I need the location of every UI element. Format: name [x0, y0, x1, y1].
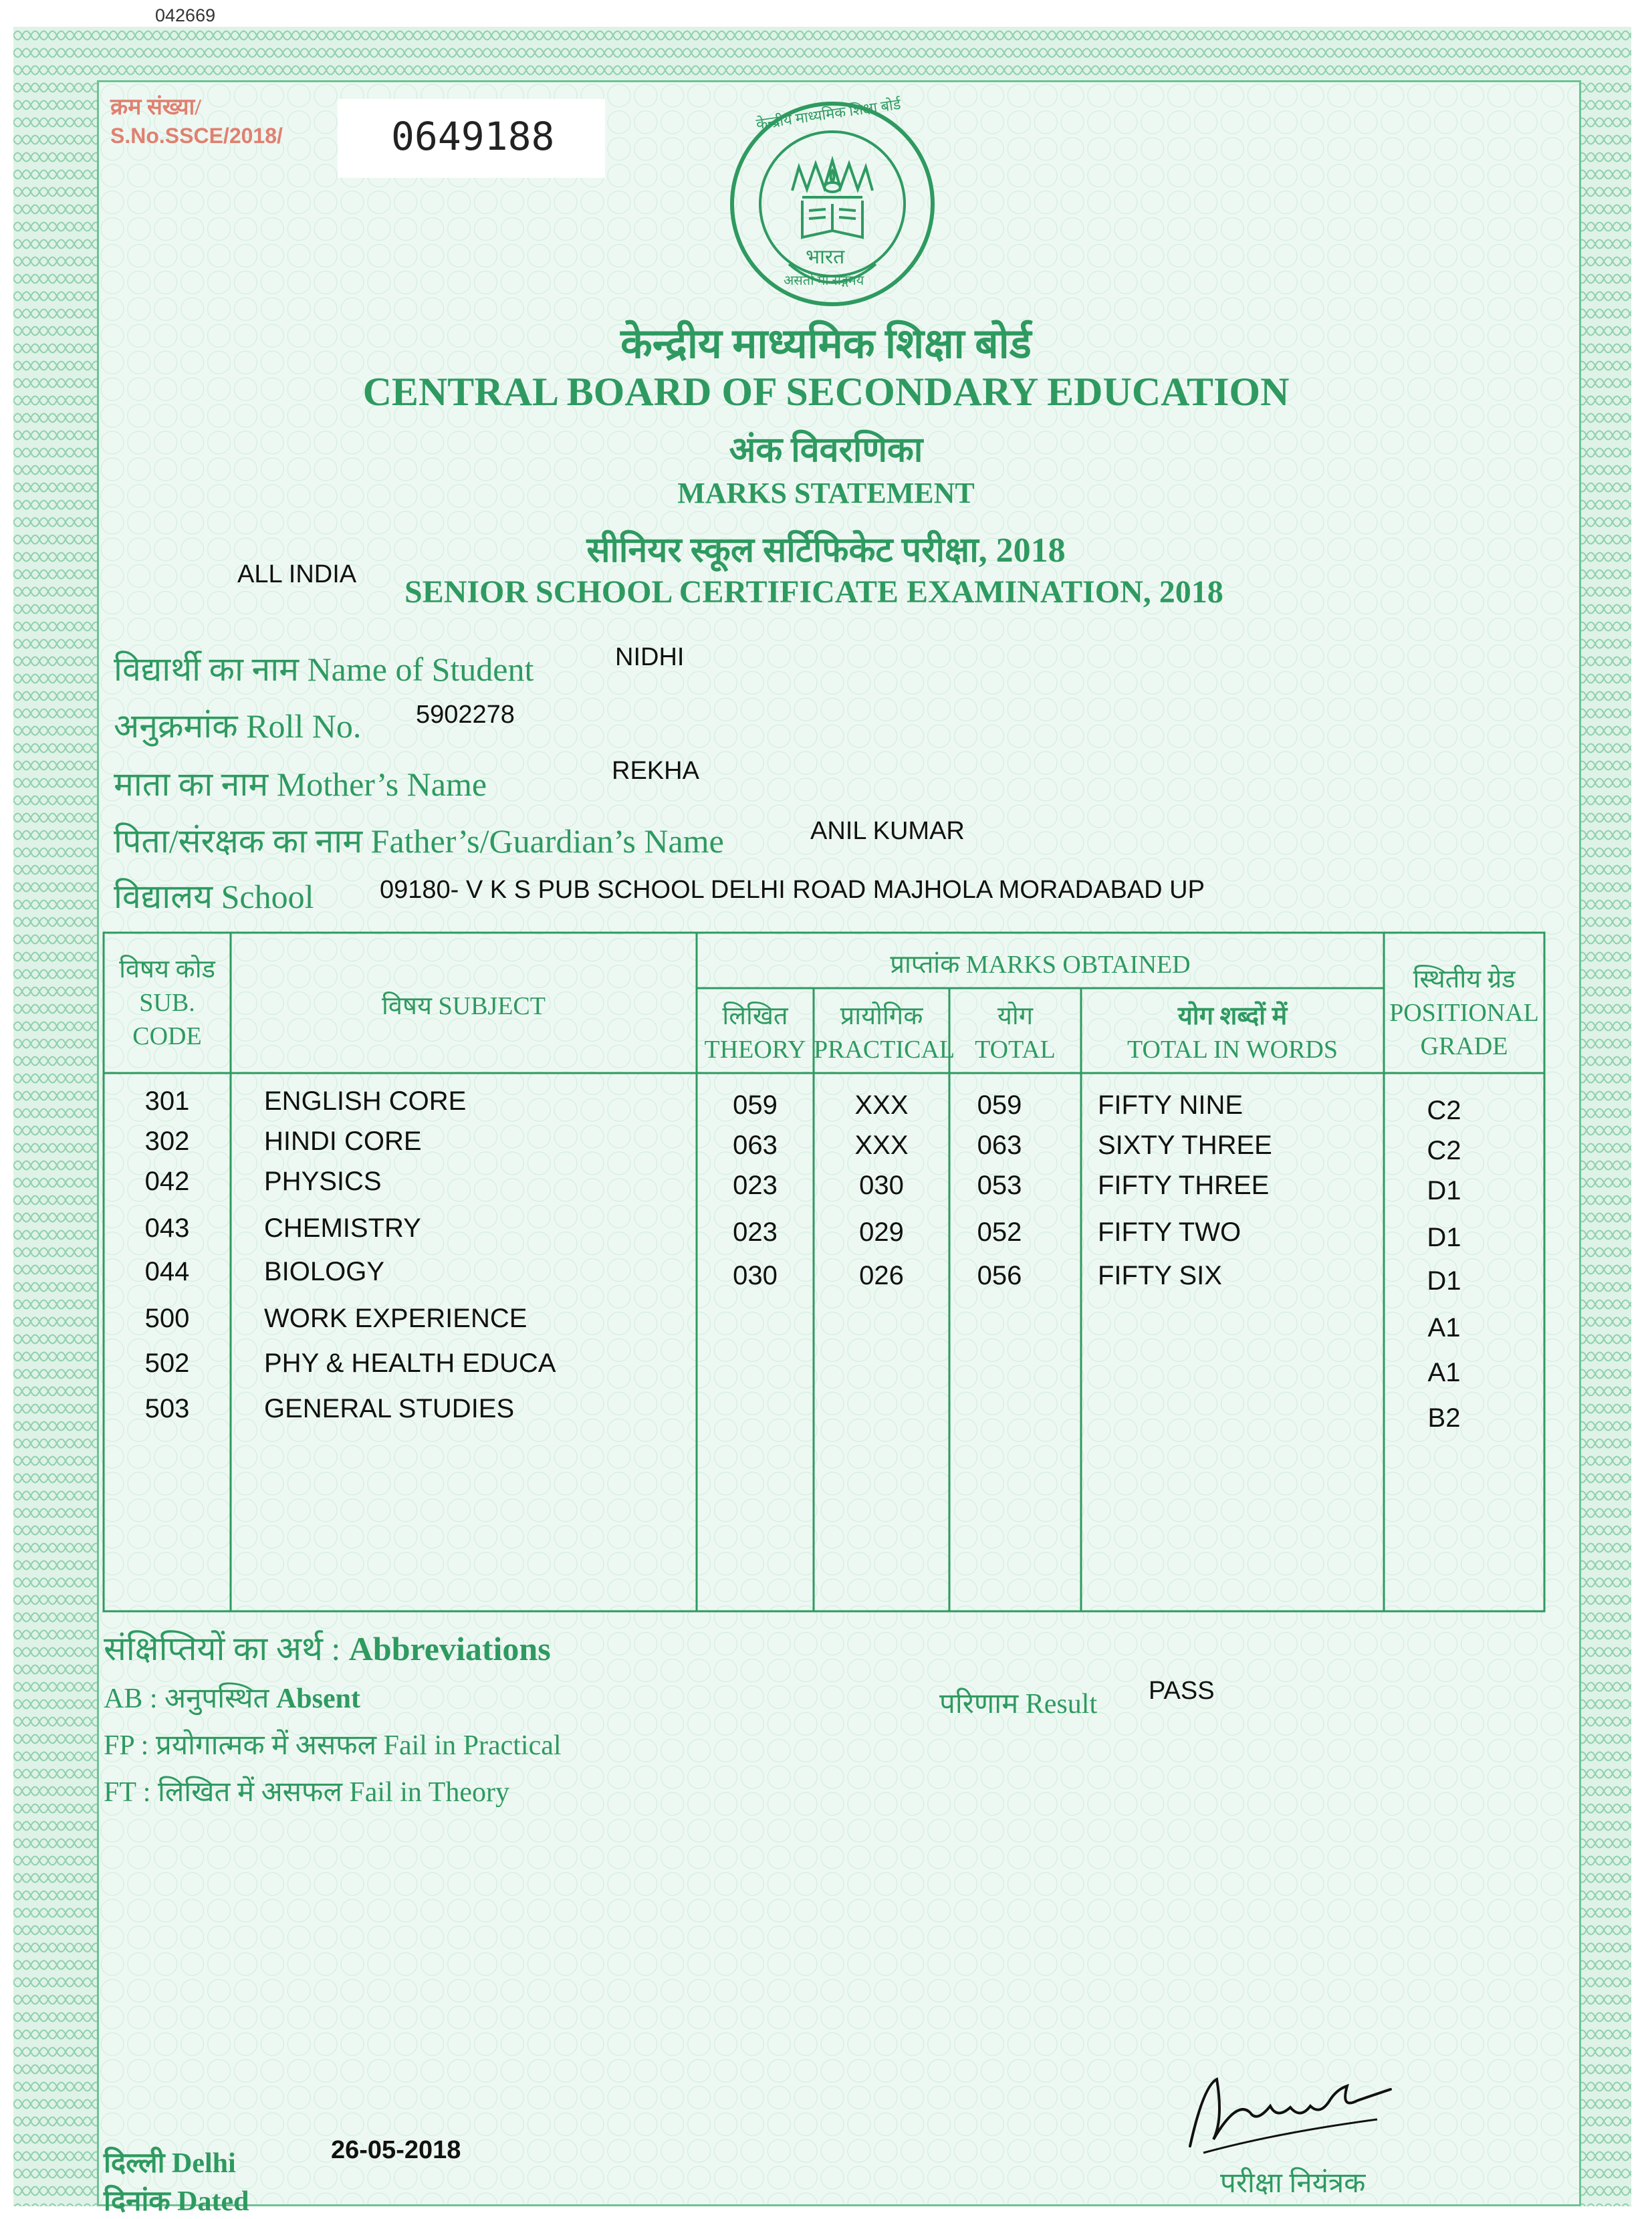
emblem-country: भारत	[806, 246, 845, 268]
subject-name: GENERAL STUDIES	[264, 1394, 515, 1423]
result-label: परिणाम Result	[939, 1689, 1098, 1720]
student-name: NIDHI	[615, 643, 685, 671]
total-marks: 063	[977, 1131, 1022, 1160]
subject-name: WORK EXPERIENCE	[264, 1304, 527, 1333]
exam-title-en: SENIOR SCHOOL CERTIFICATE EXAMINATION, 2018	[404, 574, 1223, 610]
header-code: विषय कोड SUB. CODE	[119, 955, 215, 1050]
total-in-words: FIFTY TWO	[1098, 1217, 1242, 1247]
father-label: पिता/संरक्षक का नाम Father’s/Guardian’s Name	[114, 822, 724, 860]
subject-code: 043	[144, 1213, 190, 1243]
abbrev-fail-practical: FP : प्रयोगात्मक में असफल Fail in Practical	[104, 1730, 562, 1761]
abbrev-fail-theory: FT : लिखित में असफल Fail in Theory	[104, 1777, 509, 1808]
subject-code: 042	[144, 1167, 190, 1196]
theory-marks: 023	[733, 1217, 778, 1247]
roll-label: अनुक्रमांक Roll No.	[114, 707, 362, 745]
result-value: PASS	[1149, 1677, 1215, 1705]
positional-grade: C2	[1427, 1096, 1461, 1125]
subject-name: CHEMISTRY	[264, 1213, 421, 1243]
header-practical: प्रायोगिक PRACTICAL	[814, 1002, 955, 1064]
total-marks: 053	[977, 1171, 1022, 1200]
positional-grade: D1	[1427, 1223, 1461, 1252]
total-in-words: SIXTY THREE	[1098, 1131, 1272, 1160]
exam-title-hi: सीनियर स्कूल सर्टिफिकेट परीक्षा, 2018	[586, 532, 1066, 570]
subject-code: 301	[144, 1086, 190, 1116]
school-label: विद्यालय School	[114, 878, 314, 915]
positional-grade: C2	[1427, 1136, 1461, 1165]
practical-marks: 026	[859, 1261, 904, 1290]
header-theory: लिखित THEORY	[704, 1002, 806, 1064]
serial-number: 0649188	[391, 114, 555, 159]
doc-title-hi: अंक विवरणिका	[729, 431, 923, 469]
mother-name: REKHA	[612, 757, 699, 785]
subject-code: 503	[144, 1394, 190, 1423]
subject-name: PHYSICS	[264, 1167, 382, 1196]
abbreviations-title: संक्षिप्तियों का अर्थ : Abbreviations	[104, 1630, 551, 1667]
mother-label: माता का नाम Mother’s Name	[114, 766, 487, 803]
positional-grade: A1	[1427, 1313, 1461, 1342]
controller-title: परीक्षा नियंत्रक	[1220, 2168, 1366, 2199]
school-name: 09180- V K S PUB SCHOOL DELHI ROAD MAJHOLA MORADABAD UP	[380, 876, 1205, 904]
subject-code: 302	[144, 1127, 190, 1156]
header-total: योग TOTAL	[975, 1002, 1056, 1064]
total-marks: 056	[977, 1261, 1022, 1290]
board-name-en: CENTRAL BOARD OF SECONDARY EDUCATION	[362, 370, 1290, 414]
total-in-words: FIFTY THREE	[1098, 1171, 1270, 1200]
top-code: 042669	[155, 5, 216, 25]
positional-grade: A1	[1427, 1358, 1461, 1387]
issue-date: 26-05-2018	[331, 2136, 461, 2164]
place: दिल्ली Delhi	[104, 2148, 236, 2179]
board-name-hi: केन्द्रीय माध्यमिक शिक्षा बोर्ड	[620, 322, 1032, 367]
serial-label-en: S.No.SSCE/2018/	[110, 124, 283, 148]
subject-name: PHY & HEALTH EDUCA	[264, 1349, 556, 1378]
header-positional-grade: स्थितीय ग्रेड POSITIONAL GRADE	[1389, 965, 1539, 1060]
subject-code: 502	[144, 1349, 190, 1378]
subject-name: BIOLOGY	[264, 1257, 385, 1286]
total-in-words: FIFTY SIX	[1098, 1261, 1222, 1290]
header-subject: विषय SUBJECT	[382, 992, 546, 1020]
practical-marks: XXX	[854, 1131, 909, 1160]
theory-marks: 059	[733, 1090, 778, 1120]
theory-marks: 063	[733, 1131, 778, 1160]
father-name: ANIL KUMAR	[810, 817, 965, 845]
positional-grade: D1	[1427, 1266, 1461, 1296]
emblem-top-text: केन्द्रीय माध्यमिक शिक्षा बोर्ड	[755, 95, 902, 133]
abbrev-absent: AB : अनुपस्थित Absent	[104, 1683, 360, 1714]
subject-code: 044	[144, 1257, 190, 1286]
roll-number: 5902278	[416, 701, 515, 729]
positional-grade: D1	[1427, 1176, 1461, 1205]
subject-name: HINDI CORE	[264, 1127, 422, 1156]
theory-marks: 030	[733, 1261, 778, 1290]
emblem-motto: असतो मा सद्गमय	[784, 273, 864, 288]
region: ALL INDIA	[237, 560, 357, 588]
header-total-in-words: योग शब्दों में TOTAL IN WORDS	[1127, 1002, 1338, 1064]
total-in-words: FIFTY NINE	[1098, 1090, 1244, 1120]
subject-name: ENGLISH CORE	[264, 1086, 467, 1116]
header-marks-obtained: प्राप्तांक MARKS OBTAINED	[890, 951, 1191, 979]
doc-title-en: MARKS STATEMENT	[677, 477, 975, 509]
practical-marks: XXX	[854, 1090, 909, 1120]
theory-marks: 023	[733, 1171, 778, 1200]
positional-grade: B2	[1427, 1403, 1461, 1433]
total-marks: 052	[977, 1217, 1022, 1247]
serial-label-hi: क्रम संख्या/	[110, 95, 201, 120]
practical-marks: 029	[859, 1217, 904, 1247]
student-name-label: विद्यार्थी का नाम Name of Student	[114, 651, 534, 688]
practical-marks: 030	[859, 1171, 904, 1200]
total-marks: 059	[977, 1090, 1022, 1120]
controller-signature	[1177, 2059, 1397, 2159]
date-label: दिनांक Dated	[104, 2186, 249, 2217]
subject-code: 500	[144, 1304, 190, 1333]
